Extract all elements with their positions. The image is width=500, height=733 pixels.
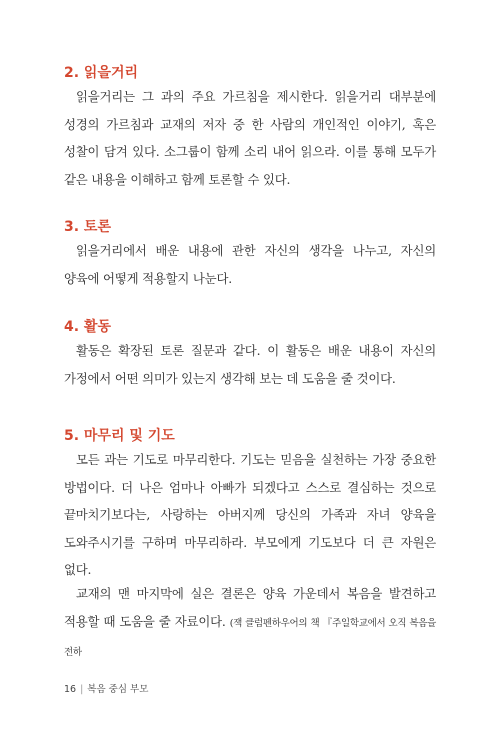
closing-paragraph <box>64 580 436 667</box>
section-heading-closing-prayer: 5. 마무리 및 기도 <box>64 428 175 444</box>
footer-separator: | <box>80 684 84 695</box>
section-heading-discussion: 3. 토론 <box>64 219 111 235</box>
section-body-closing-prayer: 모든 과는 기도로 마무리한다. 기도는 믿음을 실천하는 가장 중요한 방법이다. 더 나은 엄마나 아빠가 되겠다고 스스로 결심하는 것으로 끝마치기보다는, 사랑하는 아버지께 당신의 가족과 자녀 양육을 도와주시기를 구하며 마무리하라. 부모에게 기도보다 더 큰 자원은 없다. <box>64 452 436 578</box>
closing-paragraph-note: (잭 클럼펜하우어의 책 『주일학교에서 오직 복음을 전하 <box>64 617 436 659</box>
section-heading-reading: 2. 읽을거리 <box>64 65 139 81</box>
page-footer <box>64 684 148 696</box>
section-heading-activity: 4. 활동 <box>64 319 111 335</box>
book-page <box>64 0 436 733</box>
page-number: 16 <box>64 684 77 695</box>
closing-paragraph-text: 교재의 맨 마지막에 실은 결론은 양육 가운데서 복음을 발견하고 적용할 때 도움을 줄 자료이다. <box>64 586 436 629</box>
section-body-discussion: 읽을거리에서 배운 내용에 관한 자신의 생각을 나누고, 자신의 양육에 어떻게 적용할지 나눈다. <box>64 243 436 286</box>
section-body-reading: 읽을거리는 그 과의 주요 가르침을 제시한다. 읽을거리 대부분에 성경의 가르침과 교재의 저자 중 한 사람의 개인적인 이야기, 혹은 성찰이 담겨 있다. 소그룹이 함께 소리 내어 읽으라. 이를 통해 모두가 같은 내용을 이해하고 함께 토론할 수 있다. <box>64 89 436 187</box>
book-title: 복음 중심 부모 <box>87 684 149 695</box>
section-body-activity: 활동은 확장된 토론 질문과 같다. 이 활동은 배운 내용이 자신의 가정에서 어떤 의미가 있는지 생각해 보는 데 도움을 줄 것이다. <box>64 343 436 386</box>
